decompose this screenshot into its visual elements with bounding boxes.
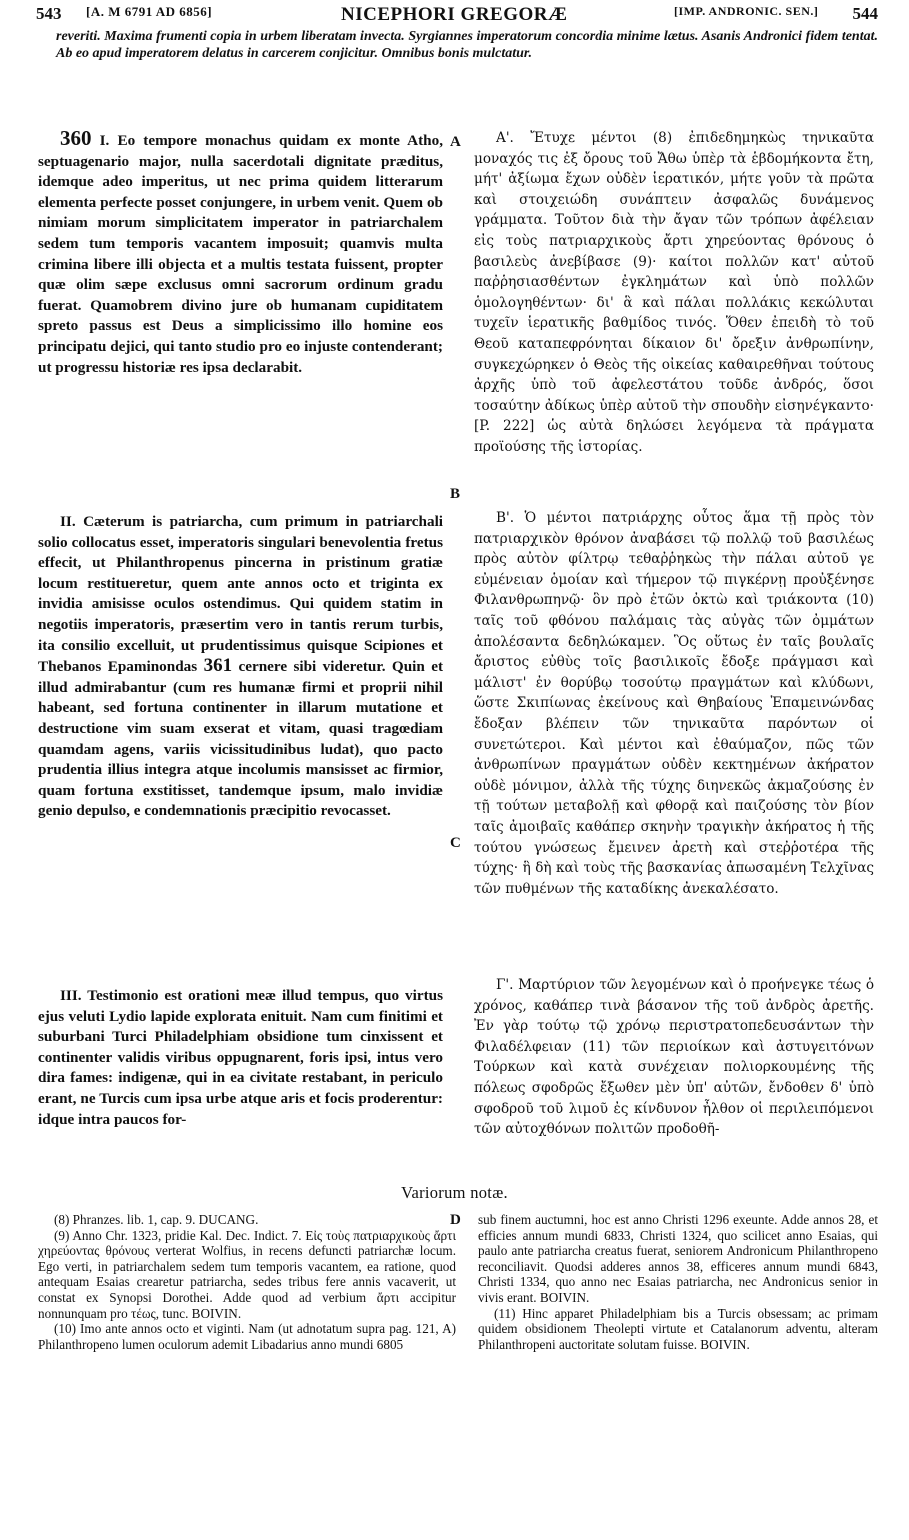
notes-right-column [478,1212,878,1352]
margin-letter-c: C [450,835,461,851]
footnote-10: (10) Imo ante annos octo et viginti. Nam (ut adnotatum supra pag. 121, A) Philanthropeno lumen oculorum ademit Libadarius anno mundi 6805 [38,1321,456,1352]
edition-page-number: 360 [60,126,92,150]
footnote-11: (11) Hinc apparet Philadelphiam bis a Turcis obsessam; ac primam quidem obsidionem Theolepti virtute et Catalanorum adventu, alteram Philanthropeni auctoritate solutam fuisse. BOIVIN. [478,1305,878,1352]
section-number: Γ'. [496,977,514,993]
paragraph-text: Ὁ μέντοι πατριάρχης οὗτος ἅμα τῇ πρὸς τὸν πατριαρχικὸν θρόνον ἀναβάσει τῷ πολλῷ τοῦ βασιλέως πρὸς αὐτὸν φίλτρῳ τεθαῤῥηκὼς τὴν πάλαι αὐτοῦ γε εὐμένειαν ὁμοίαν καὶ τήμερον τῷ πιγκέρνῃ προὐξένησε Φιλανθρωπηνῷ· ὃν πρὸ ἐτῶν ὀκτὼ καὶ τριάκοντα (10) ταῖς τοῦ φθόνου παλάμαις τὰς αὐγὰς τῶν ὀμμάτων ἀπολέσαντα δεδηλώκαμεν. Ὃς οὕτως ἐν ταῖς βουλαῖς ἄριστος εὐθὺς τοῖς βασιλικοῖς ἔδοξε πράγμασι καὶ μάλιστ' ἐν θορύβῳ τοσούτῳ πραγμάτων καὶ κλύδωνι, ὥστε Σκιπίωνας ἐκείνους καὶ Θηβαίους Ἐπαμεινώνδας ἔδοξαν βλέπειν τῶν τηνικαῦτα παρόντων οἱ συνετώτεροι. Καὶ μέντοι καὶ ἐθαύμαζον, πῶς τῶν ἀνθρωπίνων πραγμάτων οὐδὲν κεκτημένων ἀκήρατον οὐδὲ μόνιμον, ἀλλὰ τῆς τύχης διηνεκῶς ἀκμαζούσης ἐν τῇ τούτων μεταβολῇ καὶ φθορᾷ καὶ παιζούσης τὸν βίον ταῖς ἀμοιβαῖς καθάπερ σκηνὴν τραγικὴν ἀκήρατος ἡ τῆς τούτου γνώσεως ἔμεινεν ἀρετὴ καὶ στεῤῥοτέρα τῆς τύχης· ἣ δὴ καὶ τοὺς τῆς βασκανίας ἀπωσαμένη Τελχῖνας τῶν πυθμένων τῆς καταδίκης ἀνεκαλέσατο. [474,510,875,897]
paragraph-text: Eo tempore monachus quidam ex monte Atho, septuagenario major, nulla sacerdotali dignitate præditus, idemque adeo imperitus, ut nec prima quidem litterarum elementa perfecte posset conjungere, in urbem venit. Quem ob nimiam morum simplicitatem imperator in patriarchalem sedem tum temporis vacantem imposuit; quamvis multa crimina libere illi objecta et a multis testata fuissent, propter quæ olim sæpe exclusus omni sacrorum ordinum gradu fuerat. Quamobrem divino jure ob humanam cupiditatem spreto passus est Deus a simplicissimo illo homine eos principatu dejici, qui tanto studio pro eo injuste contenderant; ut progressu historiæ res ipsa declarabit. [38,132,443,376]
greek-paragraph-3 [474,975,874,1140]
page-number-right: 544 [852,4,878,23]
footnote-8: (8) Phranzes. lib. 1, cap. 9. DUCANG. [54,1212,259,1227]
paragraph-text: ὡς αὐτὰ δηλώσει λεγόμενα τὰ πράγματα προϊούσης τῆς ἱστορίας. [474,418,875,455]
greek-paragraph-1 [474,128,874,458]
margin-letter-d: D [450,1212,461,1228]
paragraph-text: Μαρτύριον τῶν λεγομένων καὶ ὁ προήνεγκε τέως ὁ χρόνος, καθάπερ τινὰ βάσανον τῆς τοῦ ἀνδρὸς ἀρετῆς. Ἐν γὰρ τούτῳ τῷ χρόνῳ περιστρατοπεδευσάντων τὴν Φιλαδέλφειαν (11) τῶν περιοίκων καὶ ἀστυγειτόνων Τούρκων καὶ κατὰ συνέχειαν πολιορκουμένης τῆς πόλεως σφοδρῶς ἔξωθεν μὲν ὑπ' αὐτῶν, ἔνδοθεν δ' ὑπὸ σφοδροῦ τοῦ λιμοῦ ἐς κίνδυνον ἦλθον οἱ περιλειπόμενοι τῶν αὐτοχθόνων πολιτῶν προδοθῆ- [474,977,875,1138]
latin-paragraph-2 [38,512,443,822]
notes-left-column [38,1212,456,1352]
paragraph-text: Ἔτυχε μέντοι (8) ἐπιδεδημηκὼς τηνικαῦτα μοναχός τις ἐξ ὄρους τοῦ Ἄθω ὑπὲρ τὰ ἑβδομήκοντα ἔτη, μήτ' ἀξίωμα ἔχων οὐδὲν ἱερατικόν, μήτε γοῦν τὰ πρῶτα καὶ στοιχειώδη συνάπτειν ἀσφαλῶς δυνάμενος γράμματα. Τοῦτον διὰ τὴν ἄγαν τῶν τρόπων ἀφέλειαν εἰς τοὺς πατριαρχικοὺς ἄρτι χηρεύοντας θρόνους ὁ βασιλεὺς ἀνεβίβασε (9)· καίτοι πολλῶν κατ' αὐτοῦ παῤῥησιασθέντων ἐγκλημάτων καὶ ὑπὸ πολλῶν ὁμολογηθέντων· δι' ἃ καὶ πάλαι πολλάκις κεκώλυται τυχεῖν ἱερατικῆς βαθμίδος τινός. Ὅθεν ἐπειδὴ τὸ τοῦ Θεοῦ καταπεφρόνηται δίκαιον δι' ὄρεξιν ἀνθρωπίνην, συγκεχώρηκεν ὁ Θεὸς τῆς οἰκείας καθαιρεθῆναι τούτους ἀρχῆς ὑπὸ τοῦ ἀφελεστάτου τοῦδε ἀνδρός, ὅσοι τοσαύτην ἀδίκως ὑπὲρ αὐτοῦ τὴν σπουδὴν εἰσηνέγκαντο· [474,130,875,414]
running-header [36,4,878,26]
margin-letter-a: A [450,134,461,150]
footnote-10-continued: sub finem auctumni, hoc est anno Christi 1296 exeunte. Adde annos 28, et efficies annum mundi 6833, Christi 1324, quo scilicet anno Esaias, qui paulo ante patriarcha creatus fuerat, seniorem Andronicum Philanthropeno reconciliavit. Quodsi adderes annos 38, efficeres annum mundi 6843, Christi 1334, quo anno nec Esaias patriarcha, nec Andronicus senior in vivis erant. BOIVIN. [478,1212,878,1305]
paragraph-text: cernere sibi videretur. Quin et illud admirabantur (cum res humanæ firmi et proprii nihil habeant, sed fortuna continenter in illarum mutatione et destructione vim suam exserat et vitam, quasi tragœdiam quamdam agens, variis vicissitudinibus ludat), quo pacto prudentia illius integra atque incolumis mansisset ac firmior, quam fortuna exstitisset, tandemque ipsum, malo invidiæ genio depulso, e condemnationis præcipitio revocasset. [38,658,444,820]
date-bracket-right: [IMP. ANDRONIC. SEN.] [674,4,819,18]
paragraph-text: Testimonio est orationi meæ illud tempus, quo virtus ejus veluti Lydio lapide explorata enituit. Nam cum finitimi et suburbani Turci Philadelphiam obsidione tum cinxissent et continenter validis viribus oppugnarent, foris ipsi, intus vero dira fames: indigenæ, qui in ea civitate restabant, in periculo erant, ne Turcis cum ipsa urbe atque aris et focis proderentur: idque intra paucos for- [38,987,443,1128]
section-number: Β'. [496,510,515,526]
section-number: I. [99,132,110,149]
page-number-left: 543 [36,4,62,23]
date-bracket-left: [A. M 6791 AD 6856] [86,4,213,19]
section-number: Α'. [496,130,514,146]
latin-paragraph-1 [38,128,443,378]
paragraph-text: Cæterum is patriarcha, cum primum in patriarchali solio collocatus esset, imperatoris singulari benevolentia fretus effecit, ut Philanthropenus pincerna in pristinum gratiæ locum restitueretur, quem ante annos octo et triginta ex invidia amisisse oculos ostendimus. Qui quidem statim in negotiis imperatoris, præsertim vero in tantis rerum turbis, ita consilio excelluit, ut prudentissimus quisque Scipiones et Thebanos Epaminondas [38,513,444,676]
notes-title: Variorum notæ. [401,1183,508,1202]
edition-page-reference: [P. 222] [474,418,535,435]
book-title: NICEPHORI GREGORÆ [341,4,568,25]
section-number: II. [60,513,76,530]
latin-paragraph-3 [38,986,443,1130]
footnote-9: (9) Anno Chr. 1323, pridie Kal. Dec. Indict. 7. Εἰς τοὺς πατριαρχικοὺς ἄρτι χηρεύοντας θρόνους verterat Wolfius, in recens defuncti patriarchæ locum. Ego verti, in patriarchalem sedem tum temporis vacantem, ea ratione, quod antequam Esaias crearetur patriarcha, sedes tribus fere annis vacaverit, ut constat ex Synopsi Dorothei. Adde quod ad verbium ἄρτι accipitur nonnunquam pro τέως, tunc. BOIVIN. [38,1227,456,1321]
chapter-argument: reveriti. Maxima frumenti copia in urbem liberatam invecta. Syrgiannes imperatorum concordia minime lætus. Asanis Andronici fidem tentat. Ab eo apud imperatorem delatus in carcerem conjicitur. Omnibus bonis mulctatur. [56,29,878,61]
edition-page-number: 361 [203,655,233,677]
greek-paragraph-2 [474,508,874,899]
section-number: III. [60,987,82,1004]
margin-letter-b: B [450,486,461,502]
